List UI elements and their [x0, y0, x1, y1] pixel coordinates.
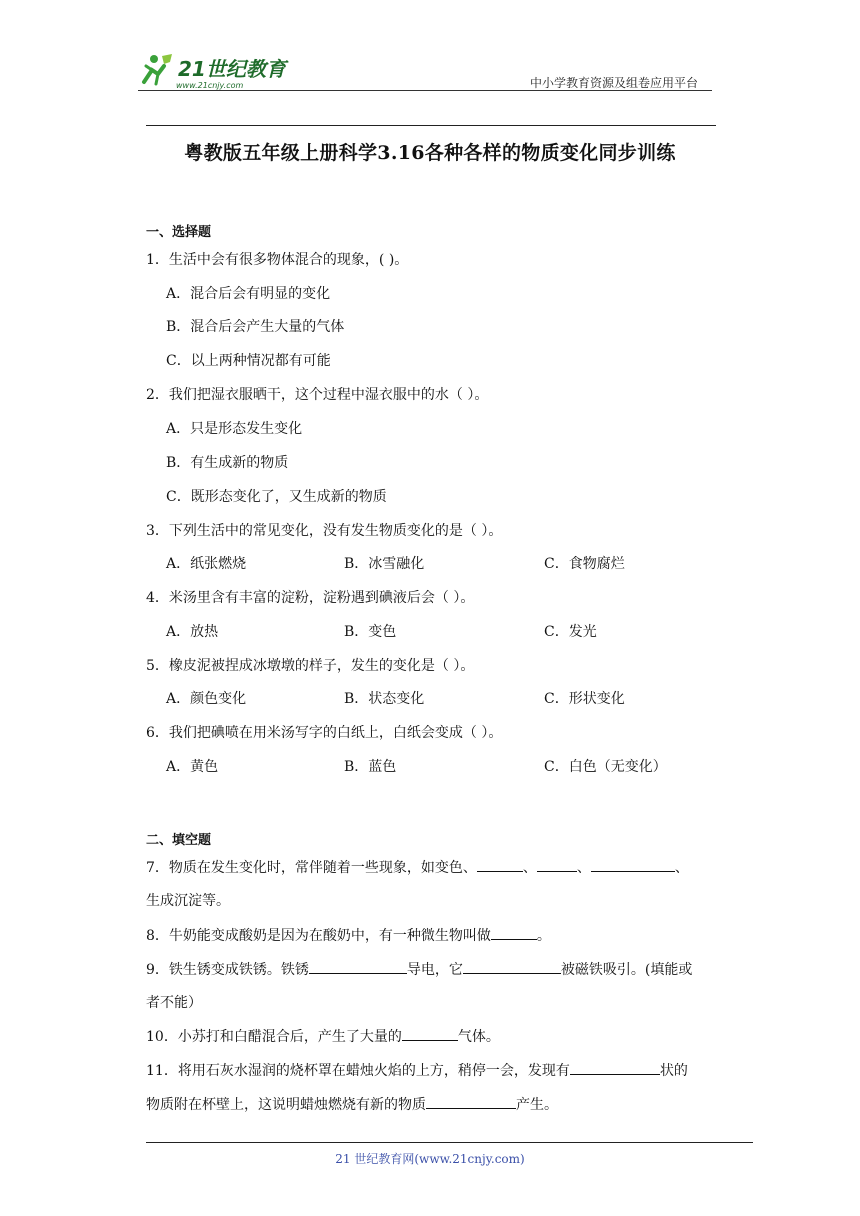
- question-4-option-b: B．变色: [344, 624, 397, 640]
- logo-url: www.21cnjy.com: [176, 81, 244, 90]
- answer-blank[interactable]: [463, 959, 561, 974]
- question-1-option-c: C．以上两种情况都有可能: [166, 353, 331, 369]
- question-7-continued: 生成沉淀等。: [146, 893, 230, 909]
- footer-divider: [146, 1142, 753, 1143]
- question-8: 8．牛奶能变成酸奶是因为在酸奶中，有一种微生物叫做 。: [146, 925, 551, 945]
- question-4-option-a: A．放热: [166, 624, 219, 640]
- question-10-text: 10．小苏打和白醋混合后，产生了大量的: [146, 1029, 402, 1045]
- question-1: 1．生活中会有很多物体混合的现象，( )。: [146, 252, 409, 268]
- answer-blank[interactable]: [426, 1094, 516, 1109]
- question-2-option-b: B．有生成新的物质: [166, 455, 289, 471]
- question-5-option-b: B．状态变化: [344, 691, 425, 707]
- question-7-text: 7．物质在发生变化时，常伴随着一些现象，如变色、: [146, 860, 477, 876]
- question-4: 4．米汤里含有丰富的淀粉，淀粉遇到碘液后会（ ）。: [146, 590, 475, 606]
- answer-blank[interactable]: [402, 1026, 458, 1041]
- answer-blank[interactable]: [477, 857, 523, 872]
- question-2-option-c: C．既形态变化了，又生成新的物质: [166, 489, 387, 505]
- question-6-option-c: C．白色（无变化）: [544, 759, 667, 775]
- question-2-option-a: A．只是形态发生变化: [166, 421, 303, 437]
- question-3-option-b: B．冰雪融化: [344, 556, 425, 572]
- question-6-option-b: B．蓝色: [344, 759, 397, 775]
- question-6-option-a: A．黄色: [166, 759, 219, 775]
- title-divider: [146, 125, 716, 126]
- question-9-continued: 者不能）: [146, 995, 202, 1011]
- question-10: 10．小苏打和白醋混合后，产生了大量的 气体。: [146, 1026, 500, 1046]
- question-11: 11．将用石灰水湿润的烧杯罩在蜡烛火焰的上方，稍停一会，发现有 状的: [146, 1060, 688, 1080]
- question-3-option-a: A．纸张燃烧: [166, 556, 247, 572]
- question-4-option-c: C．发光: [544, 624, 597, 640]
- answer-blank[interactable]: [570, 1060, 660, 1075]
- question-11-text: 11．将用石灰水湿润的烧杯罩在蜡烛火焰的上方，稍停一会，发现有: [146, 1063, 570, 1079]
- question-3-option-c: C．食物腐烂: [544, 556, 625, 572]
- answer-blank[interactable]: [537, 857, 577, 872]
- question-1-option-b: B．混合后会产生大量的气体: [166, 319, 345, 335]
- platform-name: 中小学教育资源及组卷应用平台: [530, 76, 699, 90]
- logo-text: 21世纪教育: [178, 57, 286, 81]
- question-7: 7．物质在发生变化时，常伴随着一些现象，如变色、 、 、 、: [146, 857, 689, 877]
- question-5-option-c: C．形状变化: [544, 691, 625, 707]
- question-9: 9．铁生锈变成铁锈。铁锈 导电，它 被磁铁吸引。(填能或: [146, 959, 692, 979]
- question-1-option-a: A．混合后会有明显的变化: [166, 286, 331, 302]
- section-heading-choice: 一、选择题: [146, 225, 212, 240]
- question-2: 2．我们把湿衣服晒干，这个过程中湿衣服中的水（ ）。: [146, 387, 489, 403]
- question-5-option-a: A．颜色变化: [166, 691, 247, 707]
- section-heading-fill: 二、填空题: [146, 833, 212, 848]
- answer-blank[interactable]: [591, 857, 675, 872]
- question-3: 3．下列生活中的常见变化，没有发生物质变化的是（ ）。: [146, 523, 503, 539]
- question-5: 5．橡皮泥被捏成冰墩墩的样子，发生的变化是（ ）。: [146, 658, 475, 674]
- brand-logo: [138, 52, 310, 94]
- footer-link[interactable]: 21 世纪教育网(www.21cnjy.com): [335, 1152, 525, 1166]
- question-8-text: 8．牛奶能变成酸奶是因为在酸奶中，有一种微生物叫做: [146, 928, 491, 944]
- question-9-text: 9．铁生锈变成铁锈。铁锈: [146, 962, 309, 978]
- runner-icon: [144, 54, 172, 84]
- answer-blank[interactable]: [309, 959, 407, 974]
- answer-blank[interactable]: [491, 925, 537, 940]
- question-11-continued: 物质附在杯壁上，这说明蜡烛燃烧有新的物质 产生。: [146, 1094, 558, 1114]
- header-divider: [138, 90, 712, 91]
- page-title: 粤教版五年级上册科学3.16各种各样的物质变化同步训练: [184, 142, 676, 164]
- question-6: 6．我们把碘喷在用米汤写字的白纸上，白纸会变成（ ）。: [146, 725, 503, 741]
